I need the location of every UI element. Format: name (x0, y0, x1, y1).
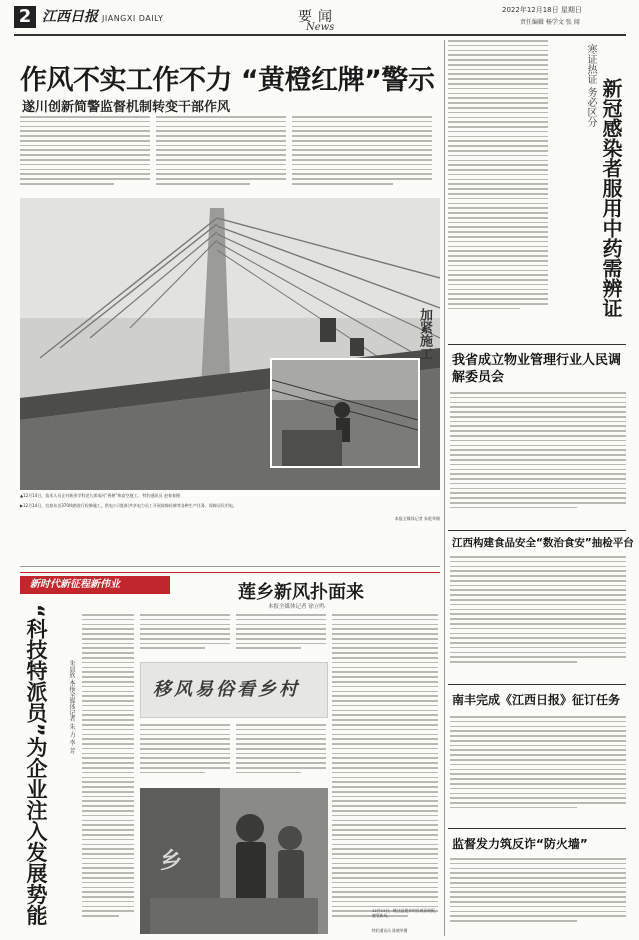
sidebar-column-label: 寒证热证 务必区分 (585, 44, 596, 128)
photo-credit: 本报全媒体记者 朱乾华摄 (394, 516, 440, 521)
article-1-body (450, 392, 626, 526)
feature-body-col-3 (332, 614, 438, 934)
column-divider (444, 40, 445, 936)
article-1-headline: 我省成立物业管理行业人民调解委员会 (452, 353, 622, 385)
feature-divider (20, 566, 440, 567)
feature-banner (20, 576, 170, 594)
sidebar-headline: 新冠感染者服用中药需辨证 (599, 78, 623, 318)
page-number: 2 (14, 6, 36, 28)
feature-banner-text: 新时代新征程新伟业 (30, 579, 120, 590)
feature-body-col-2b (236, 724, 326, 782)
section-title: 要闻 (298, 9, 338, 25)
article-3-rule (448, 828, 626, 829)
left-feature-body (82, 614, 134, 936)
article-2-rule (448, 684, 626, 685)
article-2-headline: 江西构建食品安全“数治食安”抽检平台 (452, 537, 634, 549)
sidebar-body (448, 40, 548, 340)
feature-headline: 莲乡新风扑面来 (238, 582, 364, 603)
header-rule (14, 34, 626, 36)
lead-body-col-2 (156, 116, 286, 194)
photo-caption-1: ▲12月14日，技术人员正对新余学科党九郊南河“香树”和高空施工。 特约通讯员 赵春春摄 (20, 493, 180, 498)
left-feature-headline: “科技特派员”为企业注入发展势能 (24, 604, 48, 926)
lead-headline: 作风不实工作不力 “黄橙红牌”警示 (20, 65, 435, 96)
article-4-headline: 监督发力筑反诈“防火墙” (452, 837, 588, 851)
paper-name: 江西日报 (42, 9, 98, 25)
feature-byline: 本报全媒体记者 徐立鸣 (268, 604, 325, 610)
article-4-body (450, 858, 626, 934)
photo-caption-2: ▶12月14日，宜春东送370线路进行检修施工。供电公司组织共享电力员工开展故障检修等各种生产任务，保障居民用电。 (20, 503, 237, 508)
power-line-workers-illustration (272, 360, 418, 466)
lead-photo (20, 198, 440, 490)
photo-side-text: 加紧施工 (417, 308, 432, 360)
lead-body-col-3 (292, 116, 432, 194)
feature-top-rule (20, 572, 440, 573)
feature-photo-calligraphy (140, 662, 328, 718)
lead-subhead: 遂川创新简警监督机制转变干部作风 (22, 100, 231, 115)
article-2-body (450, 556, 626, 680)
paper-name-en: JIANGXI DAILY (102, 14, 164, 23)
article-1-rule (448, 530, 626, 531)
feature-body-col-1b (140, 724, 230, 782)
feature-photo-caption: 12月13日，桃洼县莲乡村民观看展板，感受新风。 (372, 908, 439, 918)
editor-line: 责任编辑 杨学文 张 闻 (520, 19, 580, 26)
villagers-photo-illustration (140, 788, 328, 934)
feature-photo-villagers (140, 788, 328, 934)
lead-body-col-1 (20, 116, 150, 194)
feature-body-col-1 (140, 614, 230, 656)
feature-photo-credit: 特约通讯员 陈晓华摄 (372, 928, 408, 933)
svg-text:乡: 乡 (160, 848, 183, 874)
left-feature-reporters: 朱晨欣 本报全媒体记者 朱 力 李 芳 (68, 660, 75, 754)
inset-photo (270, 358, 420, 468)
date-line: 2022年12月18日 星期日 (502, 6, 582, 14)
feature-body-col-2 (236, 614, 326, 656)
article-3-headline: 南丰完成《江西日报》征订任务 (452, 693, 621, 707)
sidebar-rule (448, 344, 626, 345)
section-title-en: News (306, 22, 335, 33)
article-3-body (450, 716, 626, 824)
calligraphy-text: 移风易俗看乡村 (153, 679, 300, 700)
